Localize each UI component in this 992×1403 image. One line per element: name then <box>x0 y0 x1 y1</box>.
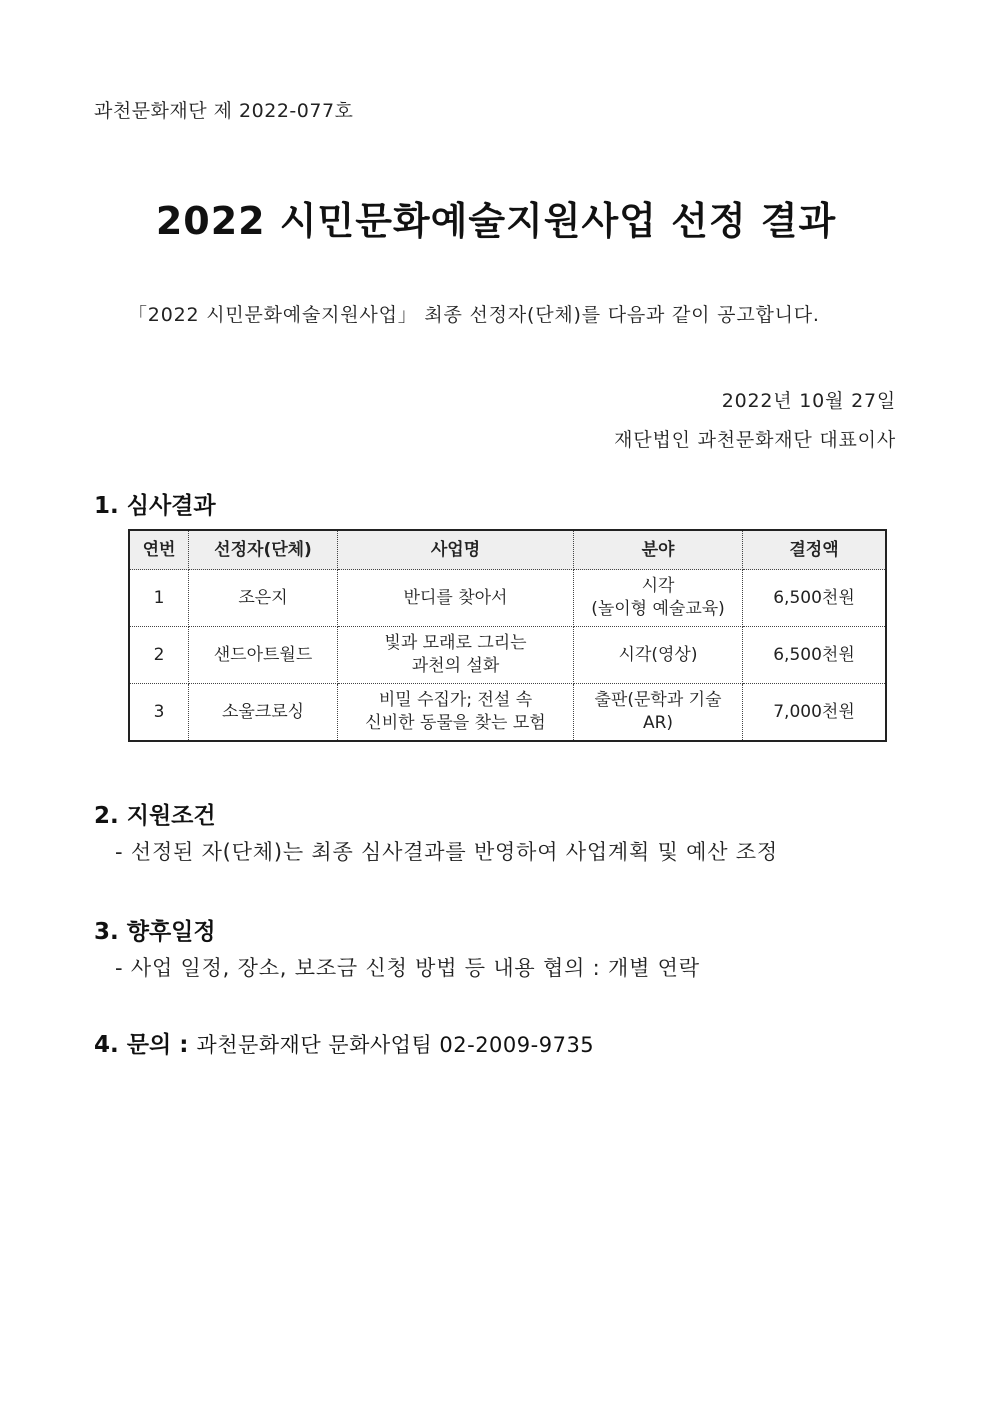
table-header-row <box>130 531 886 570</box>
cell-selectee: 소울크로싱 <box>189 684 338 741</box>
table-row <box>130 570 886 627</box>
document-number: 과천문화재단 제 2022-077호 <box>94 100 354 122</box>
section-heading-schedule: 3. 향후일정 <box>94 919 216 945</box>
results-table <box>129 530 886 741</box>
cell-project <box>338 570 574 627</box>
cell-project-line2: 신비한 동물을 찾는 모험 <box>365 713 546 733</box>
cell-field-line1: 시각(영상) <box>618 644 698 665</box>
cell-project <box>338 627 574 684</box>
column-header-field: 분야 <box>574 531 743 570</box>
page-title: 2022 시민문화예술지원사업 선정 결과 <box>155 199 837 243</box>
cell-field-line1: 출판(문학과 기술 <box>594 690 722 710</box>
support-conditions-item: - 선정된 자(단체)는 최종 심사결과를 반영하여 사업계획 및 예산 조정 <box>115 840 778 864</box>
cell-number: 3 <box>130 684 189 741</box>
cell-amount: 7,000천원 <box>743 684 886 741</box>
column-header-selectee: 선정자(단체) <box>189 531 338 570</box>
cell-selectee: 샌드아트월드 <box>189 627 338 684</box>
cell-field <box>574 627 743 684</box>
cell-number: 2 <box>130 627 189 684</box>
column-header-number: 연번 <box>130 531 189 570</box>
contact-info: 과천문화재단 문화사업팀 02-2009-9735 <box>196 1033 595 1057</box>
column-header-amount: 결정액 <box>743 531 886 570</box>
column-header-project: 사업명 <box>338 531 574 570</box>
announcement-intro: 「2022 시민문화예술지원사업」 최종 선정자(단체)를 다음과 같이 공고합니다. <box>128 304 820 326</box>
section-contact <box>94 1026 594 1059</box>
cell-field-line2: (놀이형 예술교육) <box>591 599 725 619</box>
announcement-date: 2022년 10월 27일 <box>721 390 896 412</box>
section-heading-contact: 4. 문의 : <box>94 1032 189 1058</box>
cell-amount: 6,500천원 <box>743 627 886 684</box>
table-row <box>130 627 886 684</box>
section-heading-review-results: 1. 심사결과 <box>94 493 216 519</box>
table-row <box>130 684 886 741</box>
cell-number: 1 <box>130 570 189 627</box>
schedule-item: - 사업 일정, 장소, 보조금 신청 방법 등 내용 협의 : 개별 연락 <box>115 956 700 980</box>
cell-field <box>574 684 743 741</box>
section-heading-support-conditions: 2. 지원조건 <box>94 803 216 829</box>
issuer: 재단법인 과천문화재단 대표이사 <box>614 429 896 451</box>
cell-project <box>338 684 574 741</box>
cell-field-line2: AR) <box>642 713 674 733</box>
cell-project-line1: 비밀 수집가; 전설 속 <box>378 690 533 710</box>
cell-selectee: 조은지 <box>189 570 338 627</box>
cell-project-line1: 빛과 모래로 그리는 <box>384 633 527 653</box>
cell-project-line2: 과천의 설화 <box>411 656 500 676</box>
cell-field-line1: 시각 <box>641 576 675 596</box>
cell-field <box>574 570 743 627</box>
cell-project-line1: 반디를 찾아서 <box>403 587 508 608</box>
cell-amount: 6,500천원 <box>743 570 886 627</box>
